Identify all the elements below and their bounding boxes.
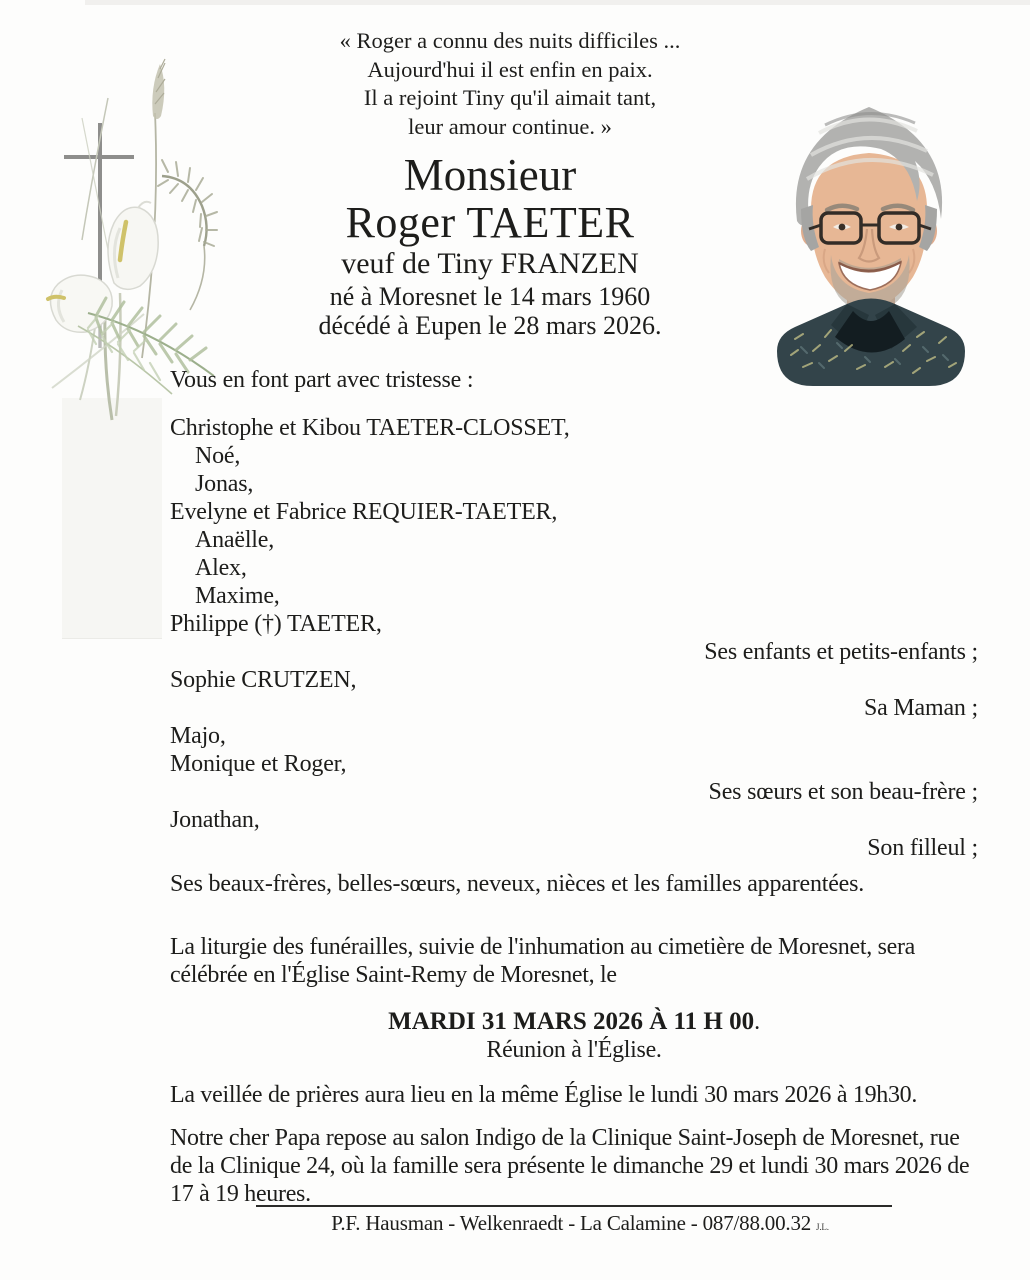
header-salutation: Monsieur [403,150,577,200]
announcement-intro: Vous en font part avec tristesse : [170,367,474,393]
widower-line: veuf de Tiny FRANZEN [341,247,639,280]
death-line: décédé à Eupen le 28 mars 2026. [318,311,662,340]
vigil-line: La veillée de prières aura lieu en la même Église le lundi 30 mars 2026 à 19h30. [170,1082,918,1108]
family-line: Jonathan, [170,807,260,833]
family-section [170,366,978,898]
ceremony-date: MARDI 31 MARS 2026 À 11 H 00 [388,1008,755,1035]
liturgy-line: La liturgie des funérailles, suivie de l'inhumation au cimetière de Moresnet, sera [170,934,916,960]
relationship-label: Ses enfants et petits-enfants ; [704,639,978,665]
ceremony-meeting: Réunion à l'Église. [486,1037,662,1063]
family-line: Alex, [195,555,247,581]
liturgy-line: célébrée en l'Église Saint-Remy de Moresnet, le [170,962,617,988]
repose-line: 17 à 19 heures. [170,1181,311,1207]
family-line: Monique et Roger, [170,751,347,777]
repose-paragraph [170,1124,1000,1208]
family-line: Jonas, [195,471,254,497]
footer-rule [256,1205,892,1207]
birth-line: né à Moresnet le 14 mars 1960 [329,282,651,311]
quote-line: « Roger a connu des nuits difficiles ... [339,28,681,53]
family-line: Christophe et Kibou TAETER-CLOSSET, [170,415,570,441]
deceased-header [185,150,795,340]
relationship-label: Ses sœurs et son beau-frère ; [708,779,978,805]
ceremony-block [170,1008,978,1064]
portrait-photo [767,99,976,386]
deceased-name: Roger TAETER [345,198,635,247]
family-line: Evelyne et Fabrice REQUIER-TAETER, [170,499,558,525]
family-line: Philippe (†) TAETER, [170,611,382,637]
extended-family-line: Ses beaux-frères, belles-sœurs, neveux, nièces et les familles apparentées. [170,871,865,897]
memorial-quote [185,27,835,141]
ceremony-date-period: . [754,1009,760,1035]
liturgy-paragraph [170,933,990,989]
repose-line: de la Clinique 24, où la famille sera présente le dimanche 29 et lundi 30 mars 2026 de [170,1153,970,1179]
family-line: Majo, [170,723,226,749]
quote-line: Aujourd'hui il est enfin en paix. [367,56,653,82]
family-line: Anaëlle, [195,527,275,553]
ceremony-date-line [170,1008,978,1036]
relationship-label: Sa Maman ; [864,695,978,721]
funeral-home-info: P.F. Hausman - Welkenraedt - La Calamine - 087/88.00.32 [331,1211,812,1235]
quote-line: Il a rejoint Tiny qu'il aimait tant, [363,85,657,110]
quote-line: leur amour continue. » [408,113,612,139]
family-line: Noé, [195,443,241,469]
scan-shadow-artifact [62,398,162,639]
footer-initials: J.L. [816,1222,829,1232]
scan-edge-artifact [85,0,1030,5]
funeral-home-footer [170,1211,990,1236]
relationship-label: Son filleul ; [867,835,978,861]
family-line: Sophie CRUTZEN, [170,667,357,693]
family-line: Maxime, [195,583,280,609]
repose-line: Notre cher Papa repose au salon Indigo de la Clinique Saint-Joseph de Moresnet, rue [170,1125,960,1151]
